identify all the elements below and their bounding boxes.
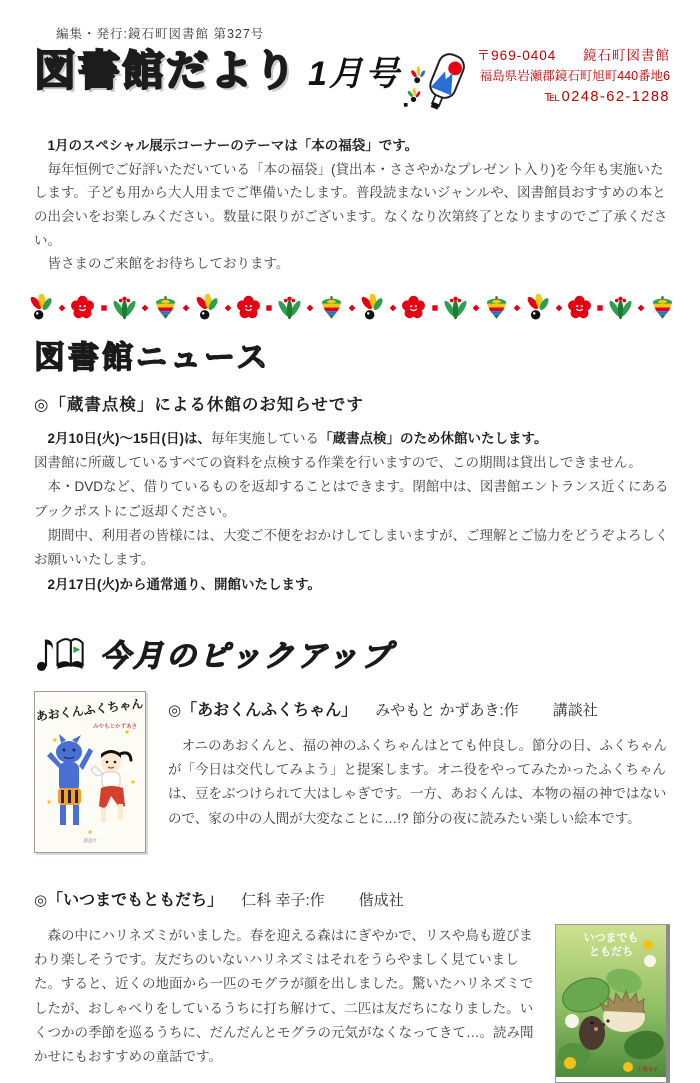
book-2-author: 仁科 幸子:作: [241, 891, 325, 909]
book-2-description: 森の中にハリネズミがいました。春を迎える森はにぎやかで、リスや鳥も遊びまわり楽しそうです。友だちのいないハリネズミはそれをうらやましく見ていました。すると、近くの地面から一匹のモグラが顔を出しました。驚いたハリネズミでしたが、おしゃべりをしているうちに打ち解けて、二匹は友だちになりました。いくつかの季節を巡るうちに、だんだんとモグラの元気がなくなってきて…。読み聞かせにもおすすめの童話です。: [34, 927, 534, 1065]
intro-lead: 1月のスペシャル展示コーナーのテーマは「本の福袋」です。: [47, 138, 419, 153]
book-1-author: みやもと かずあき:作: [375, 701, 519, 719]
pine-sprig-icon: [607, 294, 634, 321]
diamond-icon: [57, 303, 67, 313]
reopen-date-line: 2月17日(火)から通常通り、開館いたします。: [47, 576, 321, 592]
library-address-block: [477, 46, 670, 109]
shuttlecock-icon: [194, 294, 221, 321]
spinning-top-icon: [318, 294, 345, 321]
square-icon: [595, 303, 605, 313]
svg-text:講談社: 講談社: [83, 837, 97, 843]
closure-reason: 「蔵書点検」のため休館いたします。: [319, 430, 548, 446]
square-icon: [99, 303, 109, 313]
edit-publisher-note: 編集・発行:鏡石町図書館 第327号: [56, 27, 265, 41]
closure-dates-mid: 毎年実施している: [211, 430, 320, 446]
book-2-block: [34, 924, 670, 1083]
news-paragraph-2: 本・DVDなど、借りているものを返却することはできます。閉館中は、図書館エントランス近くにあるブックポストにご返却ください。: [34, 479, 669, 519]
news-paragraph-3: 期間中、利用者の皆様には、大変ご不便をおかけしてしまいますが、ご理解とご協力をどうぞよろしくお願いいたします。: [34, 527, 669, 568]
pickup-section-heading: 今月のピックアップ: [100, 631, 394, 675]
header: [34, 46, 670, 118]
music-note-book-icon: [34, 631, 86, 675]
book-2-cover-author: 仁科幸子: [637, 1066, 659, 1073]
closure-dates-line: [34, 427, 670, 451]
shuttlecock-icon: [359, 294, 386, 321]
diamond-icon: [471, 303, 481, 313]
shuttlecock-icon: [525, 294, 552, 321]
news-body: [34, 427, 670, 597]
diamond-icon: [223, 303, 233, 313]
book-1-cover-title: あおくんふくちゃん: [35, 696, 144, 724]
book-2-cover: [555, 924, 670, 1083]
book-2-title-line: [34, 887, 670, 910]
diamond-icon: [512, 303, 522, 313]
book-1-description: オニのあおくんと、福の神のふくちゃんはとても仲良し。節分の日、ふくちゃんが「今日は交代してみよう」と提案します。オニ役をやってみたかったふくちゃんは、豆をぶつけられて大はしゃぎです。一方、あおくんは、本物の福の神ではないので、家の中の人間が大変なことに…!? 節分の夜に読みたい楽しい絵本です。: [168, 737, 667, 826]
plum-blossom-icon: [400, 294, 427, 321]
book-1-text-column: [168, 691, 670, 853]
book-2-title: 「いつまでもともだち」: [47, 891, 224, 909]
diamond-icon: [636, 303, 646, 313]
diamond-icon: [140, 303, 150, 313]
plum-blossom-icon: [69, 294, 96, 321]
postal-code: 〒969-0404: [476, 48, 557, 63]
intro-body: 毎年恒例でご好評いただいている「本の福袋」(貸出本・ささやかなプレゼント入り)を今年も実施いたします。子ども用から大人用までご準備いたします。普段読まないジャンルや、図書館員おすすめの本との出会いをお楽しみください。数量に限りがございます。なくなり次第終了となりますのでご了承ください。: [34, 161, 668, 248]
book-2-cover-title-line1: いつまでも: [583, 931, 639, 944]
spinning-top-icon: [152, 294, 179, 321]
phone-number: ℡0248-62-1288: [544, 89, 670, 106]
book-2-cover-art: [556, 925, 666, 1077]
diamond-icon: [388, 303, 398, 313]
intro-closing: 皆さまのご来館をお待ちしております。: [47, 256, 290, 272]
book-1-cover: [34, 691, 146, 853]
plum-blossom-icon: [235, 294, 262, 321]
book-1-title-line: [168, 697, 670, 720]
diamond-icon: [305, 303, 315, 313]
title-block: [34, 46, 401, 95]
book-1-marker: ◎: [168, 701, 182, 719]
news-section-heading: 図書館ニュース: [34, 332, 670, 377]
diamond-icon: [181, 303, 191, 313]
square-icon: [264, 303, 274, 313]
book-1-cover-author: みやもとかずあき: [92, 723, 138, 730]
spinning-top-icon: [483, 294, 510, 321]
book-2-publisher: 偕成社: [358, 891, 404, 909]
newsletter-title: 図書館だより: [34, 47, 299, 94]
pickup-heading-row: [34, 631, 670, 675]
book-1-title: 「あおくんふくちゃん」: [181, 701, 358, 719]
plum-blossom-icon: [566, 294, 593, 321]
pine-sprig-icon: [111, 294, 138, 321]
closure-notice-heading: ◎「蔵書点検」による休館のお知らせです: [34, 395, 364, 414]
book-2-marker: ◎: [34, 891, 48, 909]
issue-label: 1月号: [308, 55, 401, 93]
diamond-icon: [554, 303, 564, 313]
newyear-divider: [28, 290, 676, 326]
diamond-icon: [347, 303, 357, 313]
shuttlecock-icon: [28, 294, 55, 321]
book-1-block: [34, 691, 670, 853]
news-paragraph-1: 図書館に所蔵しているすべての資料を点検する作業を行いますので、この期間は貸出しできません。: [34, 455, 642, 471]
book-2-cover-title-line2: ともだち: [589, 945, 633, 958]
book-1-publisher: 講談社: [552, 701, 598, 719]
spinning-top-icon: [649, 294, 676, 321]
intro-section: [34, 134, 670, 276]
square-icon: [430, 303, 440, 313]
closure-dates: 2月10日(火)〜15日(日)は、: [47, 430, 212, 446]
hagoita-paddle-icon: [403, 46, 467, 118]
pine-sprig-icon: [276, 294, 303, 321]
street-address: 福島県岩瀬郡鏡石町旭町440番地6: [479, 68, 670, 83]
pine-sprig-icon: [442, 294, 469, 321]
library-name: 鏡石町図書館: [583, 48, 670, 63]
